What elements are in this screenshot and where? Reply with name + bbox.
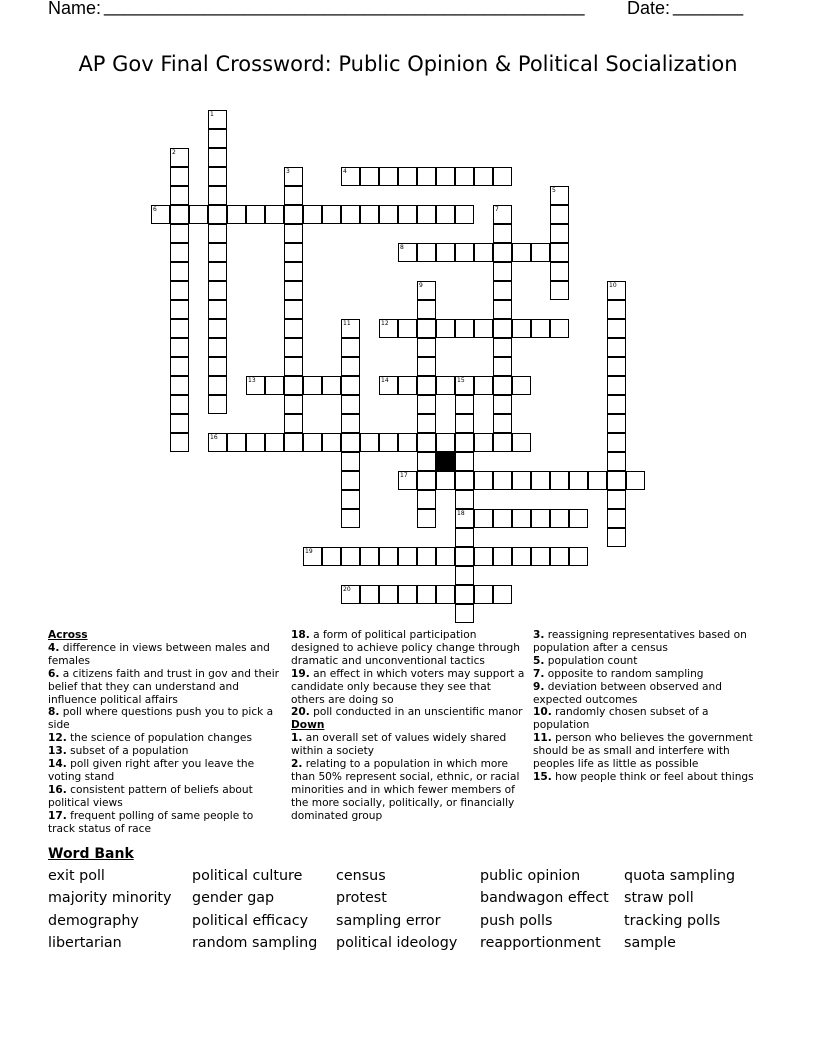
clue-across-8: 8. poll where questions push you to pick a side (48, 706, 274, 732)
grid-cell[interactable] (341, 414, 360, 433)
grid-cell[interactable] (341, 395, 360, 414)
grid-cell[interactable] (455, 604, 474, 623)
grid-cell[interactable] (531, 509, 550, 528)
grid-cell[interactable] (341, 509, 360, 528)
grid-cell[interactable] (531, 243, 550, 262)
clue-number: 11 (343, 320, 351, 327)
grid-cell[interactable] (170, 338, 189, 357)
grid-cell[interactable] (322, 376, 341, 395)
grid-cell[interactable] (417, 281, 436, 300)
grid-cell[interactable] (379, 205, 398, 224)
grid-cell[interactable] (455, 414, 474, 433)
grid-cell[interactable] (170, 148, 189, 167)
grid-cell[interactable] (341, 490, 360, 509)
grid-cell[interactable] (550, 205, 569, 224)
grid-cell[interactable] (455, 585, 474, 604)
across-heading: Across (48, 629, 88, 641)
grid-cell[interactable] (417, 357, 436, 376)
grid-cell[interactable] (151, 205, 170, 224)
clue-down-15: 15. how people think or feel about things (533, 770, 754, 783)
grid-cell[interactable] (607, 395, 626, 414)
grid-cell[interactable] (417, 395, 436, 414)
grid-cell[interactable] (398, 585, 417, 604)
grid-cell[interactable] (455, 395, 474, 414)
grid-cell[interactable] (284, 186, 303, 205)
grid-cell[interactable] (550, 224, 569, 243)
grid-cell[interactable] (493, 319, 512, 338)
word-bank-item: demography (48, 913, 139, 929)
grid-cell[interactable] (341, 585, 360, 604)
grid-cell[interactable] (170, 262, 189, 281)
grid-cell[interactable] (455, 509, 474, 528)
word-bank-item: random sampling (192, 935, 318, 951)
clue-down-11: 11. person who believes the government should be as small and interfere with peoples life as little as possible (533, 732, 753, 771)
clue-down-2: 2. relating to a population in which more than 50% represent social, ethnic, or racial minorities and in which fewer members of the more socially, politically, or financially dominated group (291, 758, 520, 822)
word-bank-item: straw poll (624, 890, 694, 906)
grid-cell[interactable] (341, 433, 360, 452)
grid-cell[interactable] (607, 281, 626, 300)
grid-cell[interactable] (474, 509, 493, 528)
grid-cell[interactable] (322, 433, 341, 452)
grid-cell[interactable] (512, 319, 531, 338)
clue-number: 8 (400, 244, 404, 251)
grid-cell[interactable] (474, 585, 493, 604)
grid-cell[interactable] (360, 547, 379, 566)
grid-cell[interactable] (341, 471, 360, 490)
grid-cell[interactable] (417, 414, 436, 433)
grid-cell[interactable] (550, 262, 569, 281)
grid-cell[interactable] (436, 585, 455, 604)
grid-cell[interactable] (360, 433, 379, 452)
grid-cell[interactable] (493, 243, 512, 262)
grid-cell[interactable] (341, 547, 360, 566)
word-bank-item: census (336, 868, 386, 884)
word-bank-item: majority minority (48, 890, 172, 906)
grid-cell[interactable] (417, 433, 436, 452)
grid-cell[interactable] (550, 319, 569, 338)
grid-cell[interactable] (303, 547, 322, 566)
grid-cell[interactable] (607, 433, 626, 452)
grid-cell[interactable] (341, 167, 360, 186)
clue-number: 12 (381, 320, 389, 327)
clue-number: 13 (248, 377, 256, 384)
grid-cell[interactable] (170, 281, 189, 300)
grid-cell[interactable] (341, 319, 360, 338)
grid-cell[interactable] (607, 338, 626, 357)
grid-cell[interactable] (607, 528, 626, 547)
grid-cell[interactable] (284, 433, 303, 452)
grid-cell[interactable] (550, 547, 569, 566)
grid-cell[interactable] (284, 300, 303, 319)
clue-across-13: 13. subset of a population (48, 745, 189, 758)
grid-cell[interactable] (417, 452, 436, 471)
grid-cell[interactable] (284, 243, 303, 262)
grid-cell[interactable] (550, 186, 569, 205)
date-label: Date: (627, 0, 671, 18)
grid-cell[interactable] (284, 262, 303, 281)
clue-down-10: 10. randomly chosen subset of a population (533, 706, 709, 732)
word-bank-item: tracking polls (624, 913, 721, 929)
grid-cell[interactable] (474, 433, 493, 452)
grid-cell[interactable] (170, 395, 189, 414)
grid-cell[interactable] (455, 452, 474, 471)
grid-cell[interactable] (493, 547, 512, 566)
clue-down-5: 5. population count (533, 654, 638, 667)
grid-cell[interactable] (208, 110, 227, 129)
grid-cell[interactable] (607, 490, 626, 509)
grid-cell[interactable] (512, 433, 531, 452)
grid-cell[interactable] (284, 338, 303, 357)
grid-cell[interactable] (493, 205, 512, 224)
grid-cell[interactable] (208, 357, 227, 376)
clue-across-14: 14. poll given right after you leave the voting stand (48, 758, 255, 783)
grid-cell[interactable] (607, 452, 626, 471)
grid-cell[interactable] (208, 243, 227, 262)
grid-cell[interactable] (360, 585, 379, 604)
grid-cell[interactable] (398, 376, 417, 395)
word-bank-item: political culture (192, 868, 303, 884)
grid-cell[interactable] (170, 205, 189, 224)
clue-across-19: 19. an effect in which voters may support a candidate only because they see that others are doing so (291, 667, 525, 706)
grid-cell[interactable] (170, 376, 189, 395)
grid-cell[interactable] (493, 376, 512, 395)
grid-cell[interactable] (493, 509, 512, 528)
grid-cell[interactable] (417, 167, 436, 186)
grid-cell[interactable] (398, 205, 417, 224)
grid-cell[interactable] (607, 471, 626, 490)
clue-down-1: 1. an overall set of values widely shared within a society (291, 732, 507, 758)
grid-cell[interactable] (626, 471, 645, 490)
word-bank-item: libertarian (48, 935, 122, 951)
grid-cell[interactable] (607, 357, 626, 376)
grid-cell[interactable] (512, 471, 531, 490)
clue-number: 6 (153, 206, 157, 213)
grid-cell[interactable] (455, 243, 474, 262)
grid-cell[interactable] (493, 281, 512, 300)
grid-cell[interactable] (322, 547, 341, 566)
word-bank-title: Word Bank (48, 846, 134, 862)
grid-cell[interactable] (607, 414, 626, 433)
grid-cell[interactable] (360, 167, 379, 186)
name-field[interactable]: ________________________________________________ (104, 0, 585, 16)
clue-across-4: 4. difference in views between males and females (48, 641, 270, 667)
grid-cell[interactable] (493, 167, 512, 186)
grid-cell[interactable] (493, 357, 512, 376)
grid-cell[interactable] (208, 319, 227, 338)
grid-cell[interactable] (417, 319, 436, 338)
clue-number: 7 (495, 206, 499, 213)
clue-number: 9 (419, 282, 423, 289)
grid-cell[interactable] (569, 471, 588, 490)
grid-cell[interactable] (455, 319, 474, 338)
word-bank-item: sample (624, 935, 676, 951)
clues-column-1 (48, 629, 282, 836)
clue-number: 1 (210, 111, 214, 118)
clue-number: 15 (457, 377, 465, 384)
word-bank-item: sampling error (336, 913, 441, 929)
grid-cell[interactable] (531, 547, 550, 566)
grid-cell[interactable] (474, 471, 493, 490)
grid-cell[interactable] (398, 167, 417, 186)
grid-cell[interactable] (303, 376, 322, 395)
grid-cell[interactable] (436, 319, 455, 338)
grid-cell[interactable] (398, 319, 417, 338)
grid-cell[interactable] (455, 528, 474, 547)
clue-across-12: 12. the science of population changes (48, 732, 252, 745)
grid-cell[interactable] (493, 414, 512, 433)
clues-column-3 (533, 629, 767, 784)
clue-across-6: 6. a citizens faith and trust in gov and their belief that they can understand and influence political affairs (48, 667, 279, 706)
grid-cell[interactable] (189, 205, 208, 224)
grid-cell[interactable] (322, 205, 341, 224)
grid-cell[interactable] (208, 148, 227, 167)
grid-cell[interactable] (455, 376, 474, 395)
clue-number: 2 (172, 149, 176, 156)
grid-cell[interactable] (474, 319, 493, 338)
grid-cell[interactable] (455, 167, 474, 186)
grid-cell[interactable] (265, 376, 284, 395)
grid-cell[interactable] (436, 547, 455, 566)
grid-cell[interactable] (208, 376, 227, 395)
grid-cell[interactable] (341, 357, 360, 376)
name-label: Name: (48, 0, 102, 18)
grid-cell[interactable] (341, 452, 360, 471)
grid-cell[interactable] (417, 490, 436, 509)
grid-cell[interactable] (284, 414, 303, 433)
grid-cell[interactable] (455, 547, 474, 566)
grid-cell[interactable] (436, 433, 455, 452)
grid-cell[interactable] (455, 433, 474, 452)
grid-cell[interactable] (417, 471, 436, 490)
grid-cell[interactable] (246, 376, 265, 395)
grid-cell[interactable] (170, 319, 189, 338)
grid-cell[interactable] (284, 376, 303, 395)
grid-cell[interactable] (227, 433, 246, 452)
clue-number: 16 (210, 434, 218, 441)
clue-down-9: 9. deviation between observed and expected outcomes (533, 680, 722, 706)
grid-cell[interactable] (360, 205, 379, 224)
grid-cell[interactable] (208, 224, 227, 243)
grid-cell[interactable] (341, 376, 360, 395)
grid-cell[interactable] (379, 547, 398, 566)
grid-cell[interactable] (284, 281, 303, 300)
clue-number: 17 (400, 472, 408, 479)
grid-cell[interactable] (550, 243, 569, 262)
grid-cell[interactable] (379, 376, 398, 395)
grid-cell[interactable] (284, 205, 303, 224)
black-square (436, 452, 455, 471)
grid-cell[interactable] (474, 547, 493, 566)
clue-number: 14 (381, 377, 389, 384)
grid-cell[interactable] (208, 395, 227, 414)
clue-number: 18 (457, 510, 465, 517)
grid-cell[interactable] (208, 262, 227, 281)
grid-cell[interactable] (474, 167, 493, 186)
grid-cell[interactable] (246, 433, 265, 452)
grid-cell[interactable] (341, 205, 360, 224)
word-bank-item: political efficacy (192, 913, 309, 929)
grid-cell[interactable] (493, 224, 512, 243)
clue-number: 10 (609, 282, 617, 289)
grid-cell[interactable] (417, 243, 436, 262)
grid-cell[interactable] (284, 224, 303, 243)
grid-cell[interactable] (512, 547, 531, 566)
grid-cell[interactable] (436, 471, 455, 490)
grid-cell[interactable] (417, 205, 436, 224)
grid-cell[interactable] (512, 243, 531, 262)
grid-cell[interactable] (170, 243, 189, 262)
grid-cell[interactable] (588, 471, 607, 490)
grid-cell[interactable] (208, 281, 227, 300)
grid-cell[interactable] (170, 300, 189, 319)
clue-down-3: 3. reassigning representatives based on population after a census (533, 629, 747, 654)
grid-cell[interactable] (379, 433, 398, 452)
grid-cell[interactable] (436, 205, 455, 224)
grid-cell[interactable] (493, 395, 512, 414)
grid-cell[interactable] (531, 319, 550, 338)
grid-cell[interactable] (607, 509, 626, 528)
clue-across-17: 17. frequent polling of same people to track status of race (48, 809, 254, 835)
clue-number: 4 (343, 168, 347, 175)
grid-cell[interactable] (398, 433, 417, 452)
grid-cell[interactable] (170, 414, 189, 433)
grid-cell[interactable] (379, 167, 398, 186)
word-bank-item: public opinion (480, 868, 581, 884)
grid-cell[interactable] (607, 300, 626, 319)
word-bank-item: reapportionment (480, 935, 601, 951)
grid-cell[interactable] (170, 433, 189, 452)
grid-cell[interactable] (417, 376, 436, 395)
grid-cell[interactable] (379, 319, 398, 338)
grid-cell[interactable] (208, 433, 227, 452)
page-title: AP Gov Final Crossword: Public Opinion & Political Socialization (78, 52, 738, 76)
word-bank-item: political ideology (336, 935, 458, 951)
grid-cell[interactable] (284, 395, 303, 414)
grid-cell[interactable] (208, 186, 227, 205)
grid-cell[interactable] (569, 547, 588, 566)
grid-cell[interactable] (170, 167, 189, 186)
word-bank-item: push polls (480, 913, 553, 929)
grid-cell[interactable] (493, 433, 512, 452)
grid-cell[interactable] (284, 357, 303, 376)
grid-cell[interactable] (493, 585, 512, 604)
grid-cell[interactable] (170, 186, 189, 205)
grid-cell[interactable] (493, 471, 512, 490)
word-bank-item: protest (336, 890, 387, 906)
grid-cell[interactable] (550, 471, 569, 490)
clue-number: 19 (305, 548, 313, 555)
word-bank-item: exit poll (48, 868, 105, 884)
clue-number: 5 (552, 187, 556, 194)
down-heading: Down (291, 719, 325, 732)
clue-across-18: 18. a form of political participation designed to achieve policy change through dramatic and unconventional tactics (291, 629, 520, 667)
grid-cell[interactable] (398, 471, 417, 490)
word-bank-item: bandwagon effect (480, 890, 609, 906)
grid-cell[interactable] (455, 471, 474, 490)
grid-cell[interactable] (493, 338, 512, 357)
grid-cell[interactable] (569, 509, 588, 528)
grid-cell[interactable] (417, 509, 436, 528)
grid-cell[interactable] (208, 338, 227, 357)
grid-cell[interactable] (436, 376, 455, 395)
grid-cell[interactable] (436, 243, 455, 262)
grid-cell[interactable] (607, 376, 626, 395)
grid-cell[interactable] (227, 205, 246, 224)
grid-cell[interactable] (303, 433, 322, 452)
clue-across-20: 20. poll conducted in an unscientific manor (291, 706, 523, 719)
grid-cell[interactable] (284, 319, 303, 338)
grid-cell[interactable] (265, 205, 284, 224)
grid-cell[interactable] (493, 262, 512, 281)
grid-cell[interactable] (398, 243, 417, 262)
grid-cell[interactable] (417, 338, 436, 357)
grid-cell[interactable] (341, 338, 360, 357)
grid-cell[interactable] (455, 490, 474, 509)
grid-cell[interactable] (208, 167, 227, 186)
grid-cell[interactable] (417, 300, 436, 319)
clue-down-7: 7. opposite to random sampling (533, 667, 704, 680)
grid-cell[interactable] (417, 585, 436, 604)
grid-cell[interactable] (379, 585, 398, 604)
grid-cell[interactable] (474, 376, 493, 395)
clue-number: 20 (343, 586, 351, 593)
grid-cell[interactable] (208, 129, 227, 148)
grid-cell[interactable] (531, 471, 550, 490)
clue-number: 3 (286, 168, 290, 175)
grid-cell[interactable] (170, 224, 189, 243)
grid-cell[interactable] (512, 376, 531, 395)
grid-cell[interactable] (512, 509, 531, 528)
grid-cell[interactable] (246, 205, 265, 224)
grid-cell[interactable] (208, 205, 227, 224)
grid-cell[interactable] (550, 281, 569, 300)
date-field[interactable]: _______ (673, 0, 744, 16)
grid-cell[interactable] (208, 300, 227, 319)
grid-cell[interactable] (417, 547, 436, 566)
grid-cell[interactable] (303, 205, 322, 224)
grid-cell[interactable] (170, 357, 189, 376)
grid-cell[interactable] (398, 547, 417, 566)
grid-cell[interactable] (455, 205, 474, 224)
grid-cell[interactable] (550, 509, 569, 528)
word-bank-item: gender gap (192, 890, 275, 906)
clue-across-16: 16. consistent pattern of beliefs about political views (48, 783, 253, 809)
grid-cell[interactable] (607, 319, 626, 338)
grid-cell[interactable] (455, 566, 474, 585)
grid-cell[interactable] (436, 167, 455, 186)
grid-cell[interactable] (265, 433, 284, 452)
word-bank-item: quota sampling (624, 868, 736, 884)
grid-cell[interactable] (493, 300, 512, 319)
clues-column-2 (291, 629, 525, 823)
grid-cell[interactable] (284, 167, 303, 186)
grid-cell[interactable] (474, 243, 493, 262)
